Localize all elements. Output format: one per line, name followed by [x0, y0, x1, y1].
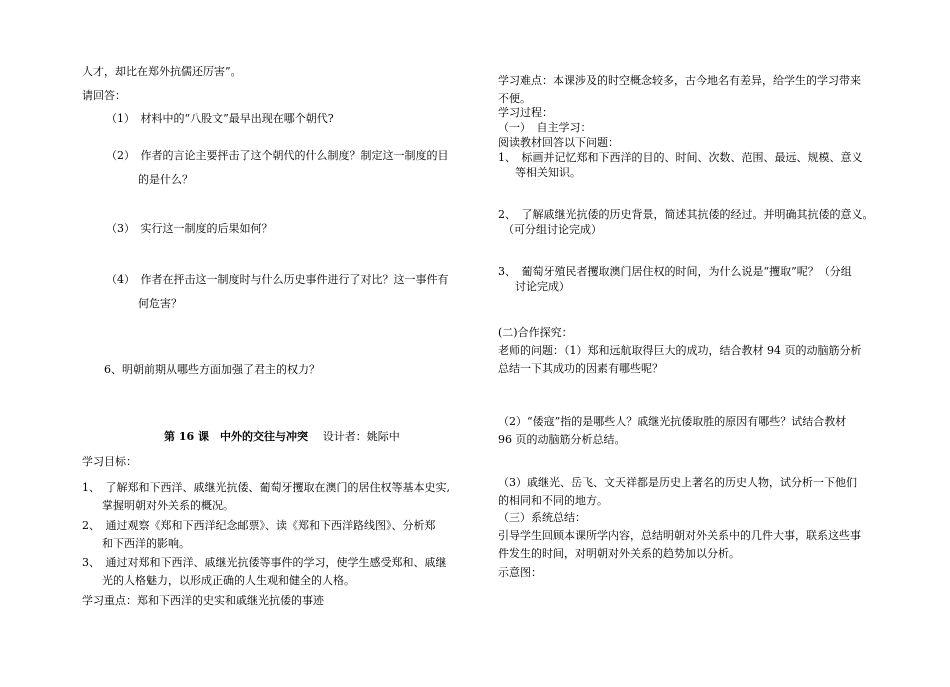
goal-3: 3、 通过对郑和下西洋、戚继光抗倭等事件的学习，使学生感受郑和、戚继 [82, 556, 447, 569]
subsection-heading: （三）系统总结： [498, 511, 586, 524]
question-1: （1） 材料中的“八股文”最早出现在哪个朝代? [106, 112, 334, 125]
question-3: （3） 实行这一制度的后果如何？ [106, 222, 273, 235]
summary: 引导学生回顾本课所学内容，总结明朝对外关系中的几件大事，联系这些事 [498, 529, 861, 542]
goal-1: 1、 了解郑和下西洋、戚继光抗倭、葡萄牙攫取在澳门的居住权等基本史实, [82, 481, 450, 494]
question-2-cont: 的是什么？ [138, 173, 193, 186]
text-line: 请回答： [82, 89, 126, 102]
lesson-title [164, 430, 400, 444]
difficulty: 学习难点：本课涉及的时空概念较多，古今地名有差异，给学生的学习带来 [498, 74, 861, 87]
task-3: 3、 葡萄牙殖民者攫取澳门居住权的时间，为什么说是“攫取”呢？（分组 [498, 265, 852, 278]
summary-cont: 件发生的时间，对明朝对外关系的趋势加以分析。 [498, 547, 740, 560]
question-4: （4） 作者在抨击这一制度时与什么历史事件进行了对比？这一事件有 [106, 273, 449, 286]
section-heading: 学习目标： [82, 455, 137, 468]
goal-1-cont: 掌握明朝对外关系的概况。 [102, 499, 234, 512]
teacher-question-1: 老师的问题：（1）郑和远航取得巨大的成功，结合教材 94 页的动脑筋分析 [498, 344, 862, 357]
teacher-question-3-cont: 的相同和不同的地方。 [498, 494, 608, 507]
teacher-question-3: （3）戚继光、岳飞、文天祥都是历史上著名的历史人物，试分析一下他们 [498, 476, 857, 489]
teacher-question-1-cont: 总结一下其成功的因素有哪些呢？ [498, 362, 663, 375]
teacher-question-2-cont: 96 页的动脑筋分析总结。 [498, 433, 626, 446]
text-line: 阅读教材回答以下问题： [498, 136, 619, 149]
subsection-heading: (二)合作探究： [498, 326, 573, 339]
task-1-cont: 等相关知识。 [515, 166, 581, 179]
subsection-heading: （一） 自主学习： [498, 121, 592, 134]
task-2-cont: （可分组讨论完成） [503, 223, 602, 236]
section-heading: 学习过程： [498, 106, 553, 119]
goal-2-cont: 和下西洋的影响。 [102, 537, 190, 550]
task-1: 1、 标画并记忆郑和下西洋的目的、时间、次数、范围、最远、规模、意义 [498, 151, 863, 164]
goal-3-cont: 光的人格魅力，以形成正确的人生观和健全的人格。 [102, 574, 355, 587]
question-6: 6、明朝前期从哪些方面加强了君主的权力？ [104, 363, 320, 376]
text-line: 人才，却比在郑外抗儒还厉害”。 [82, 65, 242, 78]
question-4-cont: 何危害？ [138, 297, 182, 310]
lesson-author: 设计者：姚际中 [322, 430, 400, 443]
teacher-question-2: （2）“倭寇”指的是哪些人？戚继光抗倭取胜的原因有哪些？试结合教材 [498, 415, 847, 428]
lesson-title-text: 第 16 课 中外的交往与冲突 [164, 430, 308, 443]
difficulty-cont: 不便。 [498, 92, 531, 105]
key-points: 学习重点：郑和下西洋的史实和戚继光抗倭的事迹 [82, 594, 324, 607]
task-2: 2、 了解戚继光抗倭的历史背景，简述其抗倭的经过。并明确其抗倭的意义。 [498, 208, 874, 221]
goal-2: 2、 通过观察《郑和下西洋纪念邮票》、读《郑和下西洋路线图》、分析郑 [82, 519, 436, 532]
question-2: （2） 作者的言论主要抨击了这个朝代的什么制度？制定这一制度的目 [106, 149, 449, 162]
diagram-label: 示意图： [498, 566, 542, 579]
task-3-cont: 讨论完成） [515, 280, 570, 293]
